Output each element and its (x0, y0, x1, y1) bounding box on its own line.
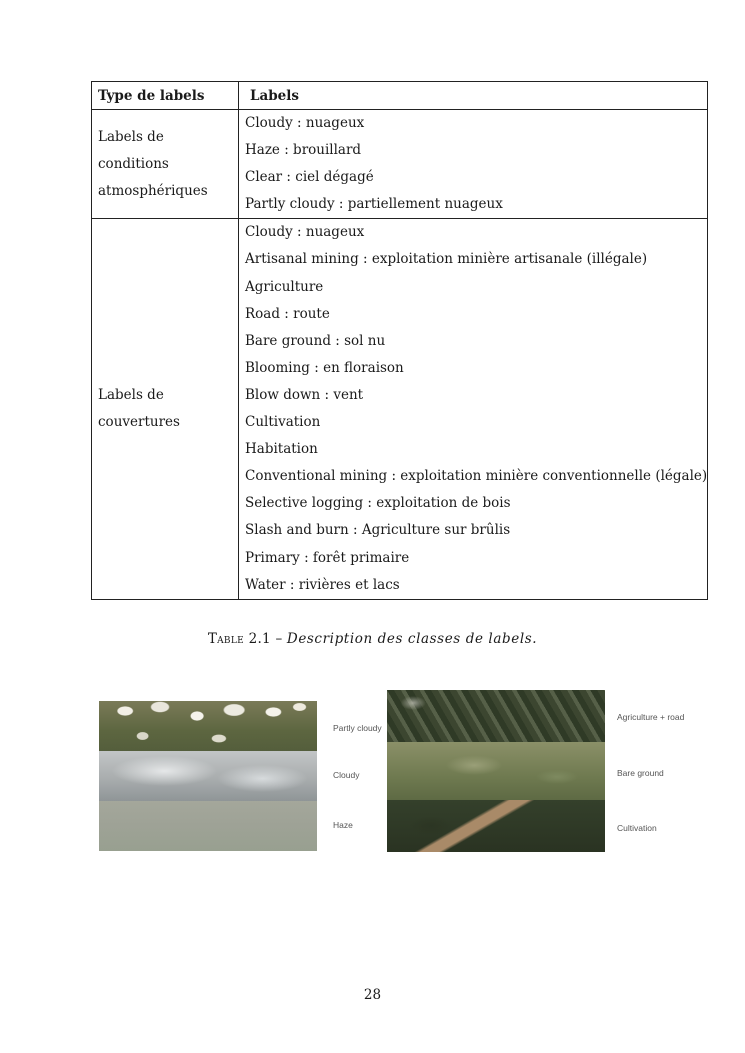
label-item: Bare ground : sol nu (245, 332, 386, 349)
label-item: Cloudy : nuageux (245, 115, 365, 131)
label-item: Road : route (245, 305, 330, 322)
labels-table (91, 81, 708, 600)
header-type: Type de labels (92, 82, 239, 110)
label-item: Agriculture (245, 278, 324, 295)
category-cell (92, 110, 239, 219)
label-item: Water : rivières et lacs (245, 576, 400, 593)
cloudy-image (99, 751, 317, 801)
cultivation-image (387, 800, 605, 852)
figure-label: Cultivation (617, 823, 657, 833)
figure-label: Agriculture + road (617, 712, 685, 722)
labels-cell (239, 110, 708, 219)
label-item: Cloudy : nuageux (245, 224, 365, 241)
label-item: Blooming : en floraison (245, 359, 404, 376)
label-item: Selective logging : exploitation de bois (245, 495, 511, 512)
label-item: Clear : ciel dégagé (245, 169, 374, 186)
label-item: Haze : brouillard (245, 142, 362, 159)
partly-cloudy-image (99, 701, 317, 751)
table-caption (0, 631, 745, 647)
label-item: Artisanal mining : exploitation minière artisanale (illégale) (245, 251, 648, 268)
category-label: Labels de couvertures (98, 387, 180, 431)
category-cell (92, 219, 239, 599)
figure-label: Partly cloudy (333, 723, 382, 733)
category-label: Labels de conditions atmosphériques (98, 128, 208, 199)
caption-text: Description des classes de labels. (286, 631, 538, 647)
table-row (92, 110, 708, 219)
label-item: Cultivation (245, 414, 321, 431)
figure-label: Cloudy (333, 770, 360, 780)
table-header-row (92, 82, 708, 110)
bare-ground-image (387, 742, 605, 800)
label-item: Slash and burn : Agriculture sur brûlis (245, 522, 511, 539)
label-item: Conventional mining : exploitation minière conventionnelle (légale) (245, 468, 708, 485)
label-item: Blow down : vent (245, 386, 364, 403)
agriculture-road-image (387, 690, 605, 742)
figure-label: Bare ground (617, 768, 664, 778)
label-item: Habitation (245, 441, 318, 458)
figure-label: Haze (333, 820, 353, 830)
table-row (92, 219, 708, 599)
caption-prefix: Table 2.1 – (207, 631, 283, 647)
page-number: 28 (363, 987, 382, 1003)
header-labels: Labels (239, 82, 708, 110)
label-item: Partly cloudy : partiellement nuageux (245, 196, 503, 213)
label-item: Primary : forêt primaire (245, 549, 410, 566)
haze-image (99, 801, 317, 851)
labels-cell (239, 219, 708, 599)
